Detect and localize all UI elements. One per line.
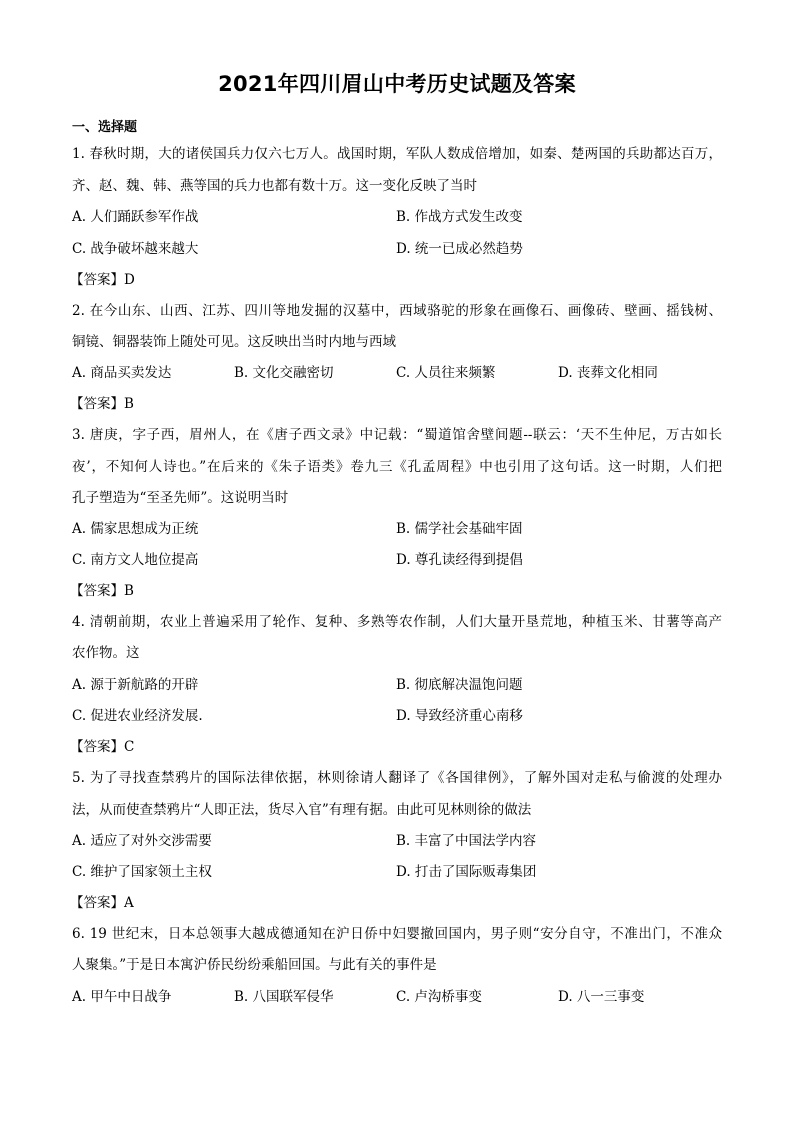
question-2-answer: 【答案】B xyxy=(70,396,134,412)
question-3-option-a: A. 儒家思想成为正统 xyxy=(72,521,199,537)
question-4-option-a: A. 源于新航路的开辟 xyxy=(72,677,199,693)
question-4-stem-line-1: 4. 清朝前期，农业上普遍采用了轮作、复种、多熟等农作制，人们大量开垦荒地，种植玉米、甘薯等高产 xyxy=(72,614,722,630)
question-1-option-a: A. 人们踊跃参军作战 xyxy=(72,209,199,225)
question-5-option-c: C. 维护了国家领土主权 xyxy=(72,864,212,880)
question-3-answer: 【答案】B xyxy=(70,583,134,599)
question-3-stem-line-2: 夜’，不知何人诗也。”在后来的《朱子语类》卷九三《孔孟周程》中也引用了这句话。这一时期，人们把 xyxy=(72,459,722,475)
question-6-option-c: C. 卢沟桥事变 xyxy=(396,989,482,1005)
question-2-option-a: A. 商品买卖发达 xyxy=(72,365,172,381)
question-3-stem-line-3: 孔子塑造为“至圣先师”。这说明当时 xyxy=(72,490,289,506)
question-1-stem-line-2: 齐、赵、魏、韩、燕等国的兵力也都有数十万。这一变化反映了当时 xyxy=(72,178,477,194)
question-6-option-a: A. 甲午中日战争 xyxy=(72,989,172,1005)
question-5-stem-line-2: 法，从而使查禁鸦片“人即正法，货尽入官”有理有据。由此可见林则徐的做法 xyxy=(72,802,532,818)
question-2-stem-line-1: 2. 在今山东、山西、江苏、四川等地发掘的汉墓中，西域骆驼的形象在画像石、画像砖、壁画、摇钱树、 xyxy=(72,303,722,319)
question-5-stem-line-1: 5. 为了寻找查禁鸦片的国际法律依据，林则徐请人翻译了《各国律例》，了解外国对走私与偷渡的处理办 xyxy=(72,770,722,786)
question-3-option-b: B. 儒学社会基础牢固 xyxy=(396,521,523,537)
question-3-option-c: C. 南方文人地位提高 xyxy=(72,552,199,568)
page-title: 2021年四川眉山中考历史试题及答案 xyxy=(218,72,576,96)
question-5-answer: 【答案】A xyxy=(70,895,134,911)
question-4-answer: 【答案】C xyxy=(70,739,135,755)
question-6-option-b: B. 八国联军侵华 xyxy=(234,989,334,1005)
question-4-option-b: B. 彻底解决温饱问题 xyxy=(396,677,523,693)
question-4-option-c: C. 促进农业经济发展. xyxy=(72,708,203,724)
question-6-option-d: D. 八一三事变 xyxy=(558,989,645,1005)
question-4-stem-line-2: 农作物。这 xyxy=(72,645,140,661)
question-2-option-b: B. 文化交融密切 xyxy=(234,365,334,381)
question-2-option-c: C. 人员往来频繁 xyxy=(396,365,496,381)
question-1-option-d: D. 统一已成必然趋势 xyxy=(396,241,523,257)
question-2-stem-line-2: 铜镜、铜器装饰上随处可见。这反映出当时内地与西域 xyxy=(72,334,396,350)
question-6-stem-line-1: 6. 19 世纪末，日本总领事大越成德通知在沪日侨中妇婴撤回国内，男子则“安分自守，不准出门，不准众 xyxy=(72,926,722,942)
question-6-stem-line-2: 人聚集。”于是日本寓沪侨民纷纷乘船回国。与此有关的事件是 xyxy=(72,957,437,973)
question-1-answer: 【答案】D xyxy=(70,272,135,288)
question-1-stem-line-1: 1. 春秋时期，大的诸侯国兵力仅六七万人。战国时期，军队人数成倍增加，如秦、楚两国的兵助都达百万， xyxy=(72,146,722,162)
question-3-stem-line-1: 3. 唐庚，字子西，眉州人，在《唐子西文录》中记载：“蜀道馆舍壁间题--联云：‘天不生仲尼，万古如长 xyxy=(72,427,722,443)
question-3-option-d: D. 尊孔读经得到提倡 xyxy=(396,552,523,568)
question-4-option-d: D. 导致经济重心南移 xyxy=(396,708,523,724)
question-5-option-b: B. 丰富了中国法学内容 xyxy=(396,833,537,849)
question-1-option-c: C. 战争破坏越来越大 xyxy=(72,241,199,257)
section-heading: 一、选择题 xyxy=(72,120,138,135)
question-5-option-d: D. 打击了国际贩毒集团 xyxy=(396,864,537,880)
question-1-option-b: B. 作战方式发生改变 xyxy=(396,209,523,225)
question-5-option-a: A. 适应了对外交涉需要 xyxy=(72,833,212,849)
question-2-option-d: D. 丧葬文化相同 xyxy=(558,365,658,381)
